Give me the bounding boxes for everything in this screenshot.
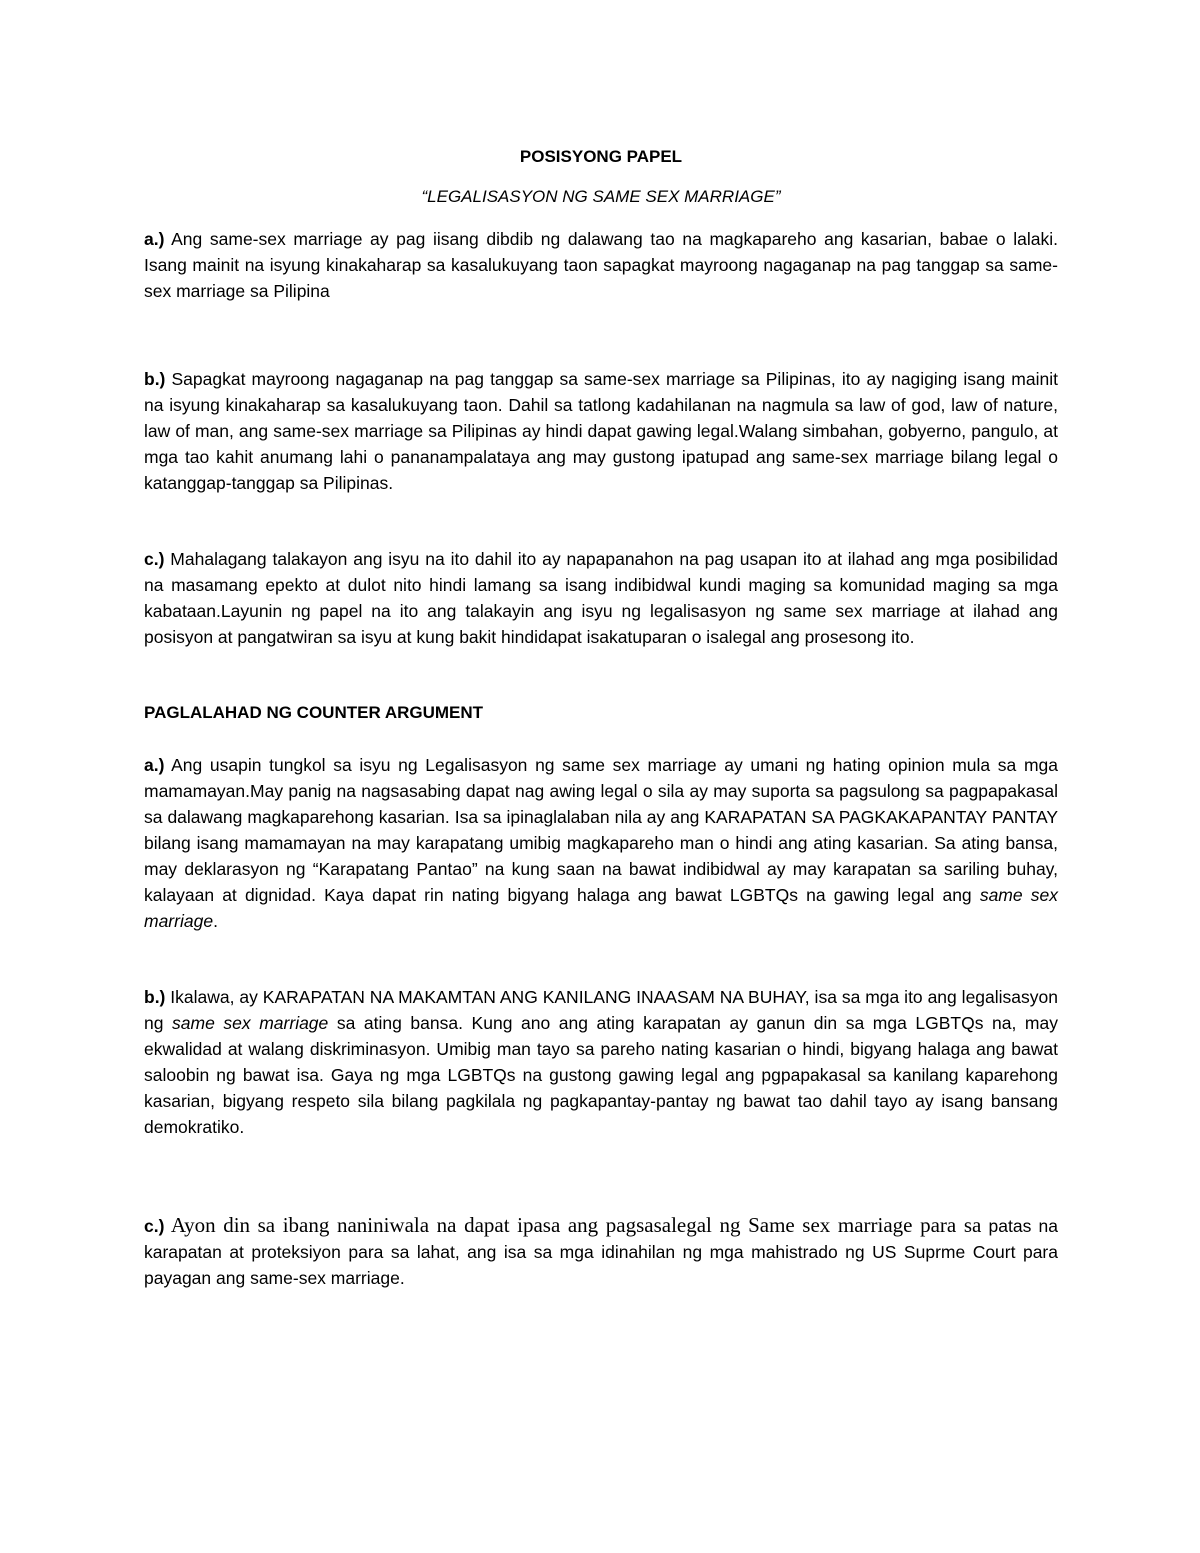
- italic-term: same sex marriage: [172, 1013, 329, 1033]
- paragraph-text-end: sa ating bansa. Kung ano ang ating karapatan ay ganun din sa mga LGBTQs na, may ekwalidad at walang diskriminasyon. Umibig man tayo sa pareho nating kasarian o hindi, bigyang halaga ang bawat saloobin ng bawat isa. Gaya ng mga LGBTQs na gustong gawing legal ang pgpapakasal sa kanilang kaparehong kasarian, bigyang respeto sila bilang pagkilala ng pagkapantay-pantay ng bawat tao dahil tayo ay isang bansang demokratiko.: [144, 1013, 1058, 1137]
- paragraph-text: Mahalagang talakayon ang isyu na ito dahil ito ay napapanahon na pag usapan ito at ilahad ang mga posibilidad na masamang epekto at dulot nito hindi lamang sa isang indibidwal kundi maging sa komunidad maging sa mga kabataan.Layunin ng papel na ito ang talakayin ang isyu ng legalisasyon ng same sex marriage at ilahad ang posisyon at pangatwiran sa isyu at kung bakit hindidapat isakatuparan o isalegal ang prosesong ito.: [144, 549, 1058, 647]
- paragraph-text: Sapagkat mayroong nagaganap na pag tanggap sa same-sex marriage sa Pilipinas, ito ay nagiging isang mainit na isyung kinakaharap sa kasalukuyang taon. Dahil sa tatlong kadahilanan na nagmula sa law of god, law of nature, law of man, ang same-sex marriage sa Pilipinas ay hindi dapat gawing legal.Walang simbahan, gobyerno, pangulo, at mga tao kahit anumang lahi o pananampalataya ang may gustong ipatupad ang same-sex marriage bilang legal o katanggap-tanggap sa Pilipinas.: [144, 369, 1058, 493]
- spacer: [144, 726, 1058, 752]
- paragraph-text: Ang usapin tungkol sa isyu ng Legalisasyon ng same sex marriage ay umani ng hating opinion mula sa mga mamamayan.May panig na nagsasabing dapat nag awing legal o sila ay may suporta sa pagsulong sa pagpapakasal sa dalawang magkaparehong kasarian. Isa sa ipinaglalaban nila ay ang KARAPATAN SA PAGKAKAPANTAY PANTAY bilang isang mamamayan na may karapatang umibig magkapareho man o hindi ang ating kasarian. Sa ating bansa, may deklarasyon ng “Karapatang Pantao” na kung saan na bawat indibidwal ay may karapatan sa sariling buhay, kalayaan at dignidad. Kaya dapat rin nating bigyang halaga ang bawat LGBTQs na gawing legal ang: [144, 755, 1058, 905]
- intro-paragraph-c: [144, 546, 1058, 650]
- paragraph-label: c.): [144, 1216, 165, 1236]
- paragraph-label: a.): [144, 229, 165, 249]
- counter-paragraph-a: [144, 752, 1058, 934]
- paragraph-label: b.): [144, 987, 166, 1007]
- paragraph-text: Ikalawa, ay KARAPATAN NA MAKAMTAN ANG KANILANG INAASAM NA BUHAY, isa sa mga ito ang legalisasyon ng: [144, 987, 1058, 1033]
- paragraph-text: patas na karapatan at proteksiyon para sa lahat, ang isa sa mga idinahilan ng mga mahistrado ng US Suprme Court para payagan ang same-sex marriage.: [144, 1216, 1058, 1288]
- spacer: [144, 496, 1058, 546]
- intro-paragraph-b: [144, 366, 1058, 496]
- document-body: [144, 144, 1058, 1291]
- counter-paragraph-b: [144, 984, 1058, 1140]
- document-title: POSISYONG PAPEL: [519, 147, 683, 166]
- counter-argument-heading: PAGLALAHAD NG COUNTER ARGUMENT: [144, 703, 484, 722]
- paragraph-label: b.): [144, 369, 166, 389]
- paragraph-label: a.): [144, 755, 165, 775]
- italic-term: same sex marriage: [144, 885, 1058, 931]
- intro-paragraph-a: [144, 226, 1058, 304]
- counter-paragraph-c: [144, 1212, 1058, 1291]
- paragraph-text-end: .: [213, 911, 218, 931]
- paragraph-label: c.): [144, 549, 165, 569]
- spacer: [144, 1140, 1058, 1212]
- paragraph-text: Ang same-sex marriage ay pag iisang dibdib ng dalawang tao na magkapareho ang kasarian, babae o lalaki. Isang mainit na isyung kinakaharap sa kasalukuyang taon sapagkat mayroong nagaganap na pag tanggap sa same-sex marriage sa Pilipina: [144, 229, 1058, 301]
- spacer: [144, 304, 1058, 366]
- spacer: [144, 650, 1058, 700]
- paragraph-serif-text: Ayon din sa ibang naniniwala na dapat ipasa ang pagsasalegal ng Same sex marriage para sa: [164, 1213, 982, 1237]
- spacer: [144, 934, 1058, 984]
- document-subtitle: “LEGALISASYON NG SAME SEX MARRIAGE”: [421, 187, 781, 206]
